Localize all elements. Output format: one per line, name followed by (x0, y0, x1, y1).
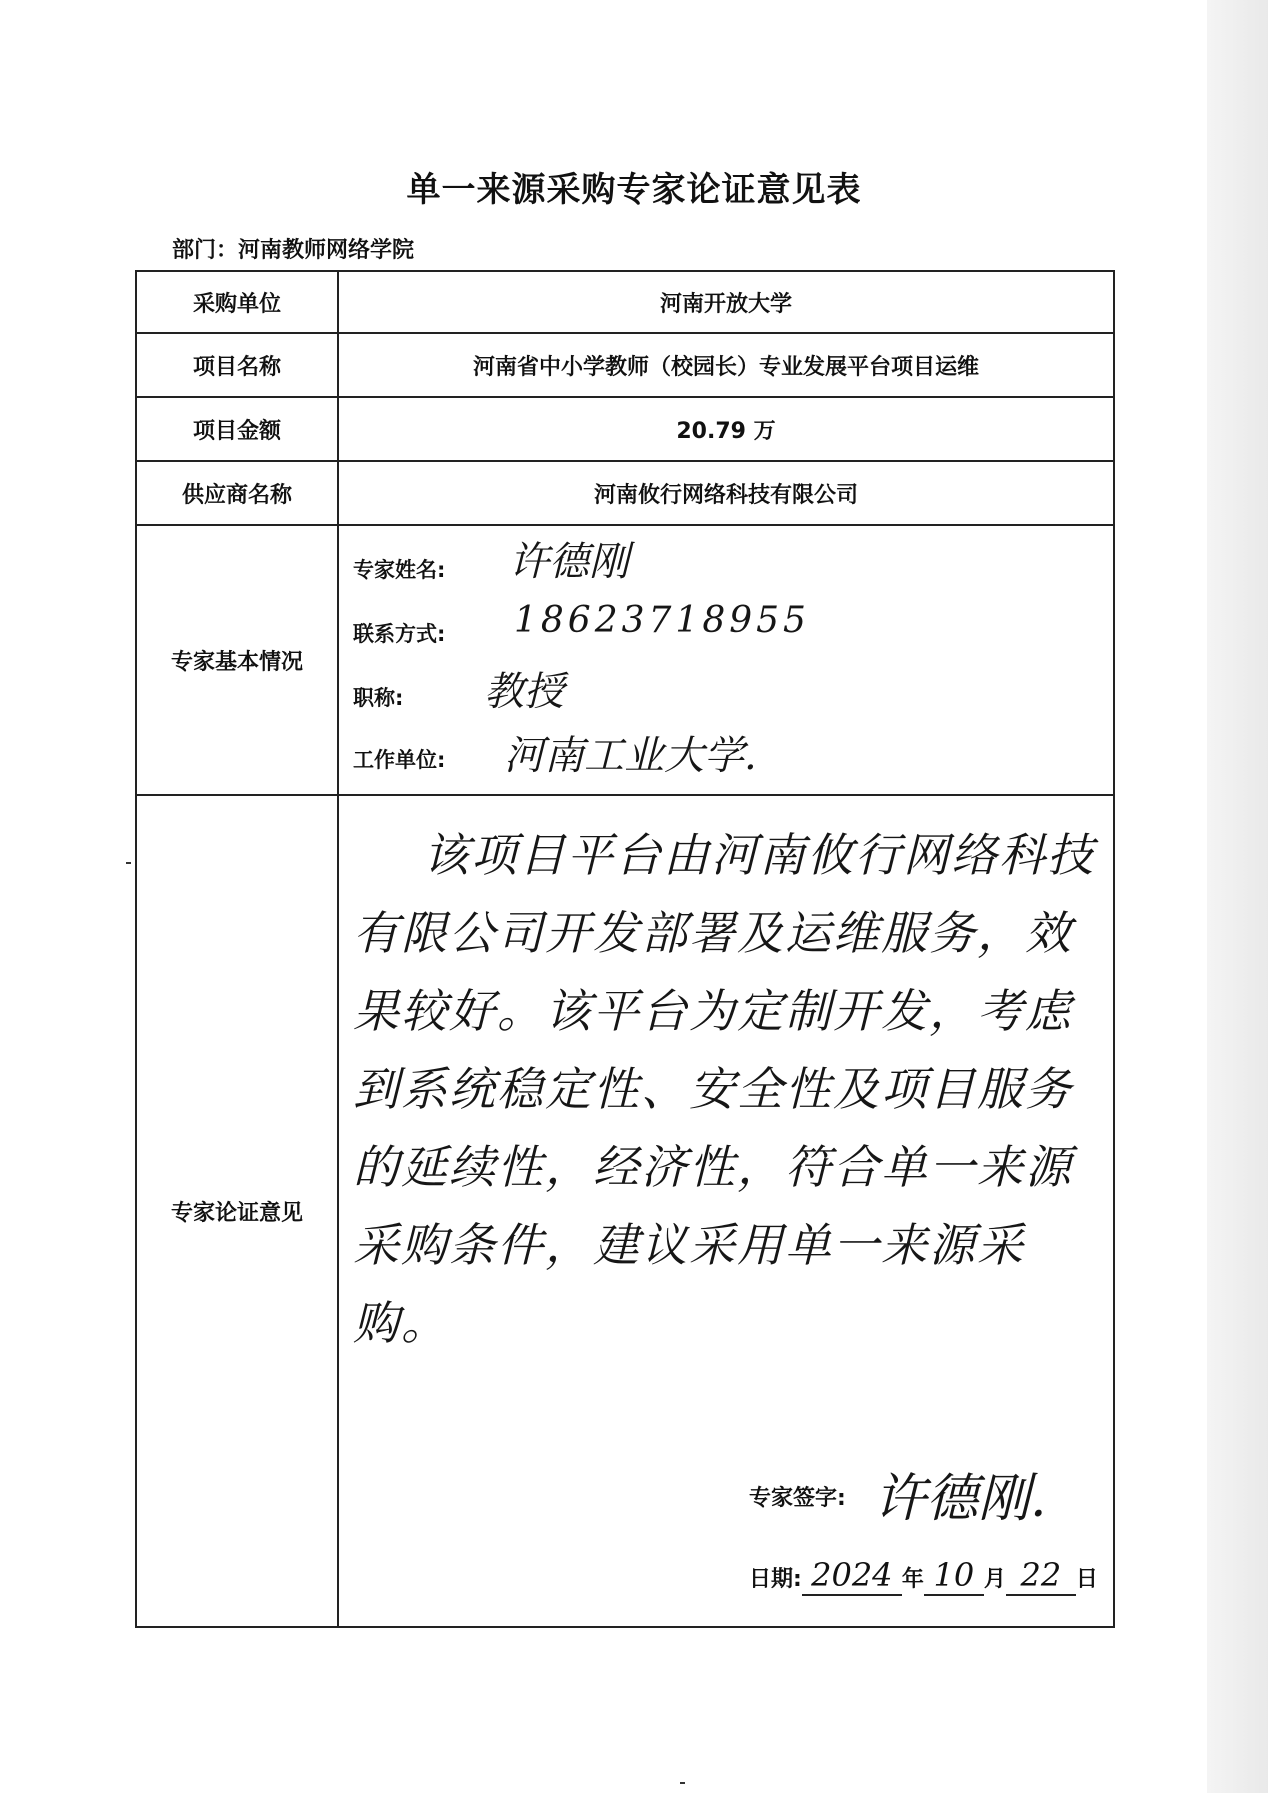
expert-name-label: 专家姓名: (353, 558, 446, 582)
row-value-supplier: 河南攸行网络科技有限公司 (338, 461, 1114, 525)
expert-info-cell (338, 525, 1114, 795)
table-row-expert-info (136, 525, 1114, 795)
date-line (749, 1556, 1098, 1596)
expert-contact-label: 联系方式: (353, 622, 446, 646)
scan-speck (680, 1782, 685, 1784)
table-row (136, 333, 1114, 397)
row-label-project-amount: 项目金额 (136, 397, 338, 461)
expert-title-label: 职称: (353, 686, 404, 710)
page-edge-shadow (1207, 0, 1268, 1793)
date-day-label: 日 (1075, 1567, 1098, 1592)
row-label-purchaser: 采购单位 (136, 271, 338, 333)
date-year-handwritten: 2024 (802, 1556, 902, 1596)
section-label-expert-info: 专家基本情况 (136, 525, 338, 795)
section-label-opinion: 专家论证意见 (136, 795, 338, 1627)
table-row-opinion (136, 795, 1114, 1627)
date-month-handwritten: 10 (924, 1556, 984, 1596)
expert-employer-label: 工作单位: (353, 748, 446, 772)
row-value-project-name: 河南省中小学教师（校园长）专业发展平台项目运维 (338, 333, 1114, 397)
table-row (136, 461, 1114, 525)
row-label-supplier: 供应商名称 (136, 461, 338, 525)
date-month-label: 月 (983, 1567, 1006, 1592)
expert-name-handwritten: 许德刚 (509, 539, 629, 585)
date-day-handwritten: 22 (1006, 1556, 1076, 1596)
department-line: 部门：河南教师网络学院 (172, 238, 415, 263)
date-label: 日期: (749, 1567, 802, 1592)
expert-contact-handwritten: 18623718955 (514, 600, 810, 641)
expert-title-handwritten: 教授 (484, 669, 564, 715)
expert-employer-handwritten: 河南工业大学. (504, 733, 757, 779)
date-year-label: 年 (901, 1567, 924, 1592)
opinion-handwritten-text: 该项目平台由河南攸行网络科技有限公司开发部署及运维服务，效果较好。该平台为定制开发，考虑到系统稳定性、安全性及项目服务的延续性，经济性，符合单一来源采购条件，建议采用单一来源采购。 (353, 828, 1095, 1350)
signature-handwritten: 许德刚. (874, 1469, 1047, 1529)
scan-speck (126, 862, 131, 864)
row-label-project-name: 项目名称 (136, 333, 338, 397)
row-value-project-amount: 20.79 万 (338, 397, 1114, 461)
table-row (136, 271, 1114, 333)
form-title: 单一来源采购专家论证意见表 (406, 170, 862, 210)
opinion-cell (338, 795, 1114, 1627)
table-row (136, 397, 1114, 461)
row-value-purchaser: 河南开放大学 (338, 271, 1114, 333)
expert-opinion-form (135, 270, 1115, 1628)
signature-label: 专家签字: (749, 1486, 846, 1511)
